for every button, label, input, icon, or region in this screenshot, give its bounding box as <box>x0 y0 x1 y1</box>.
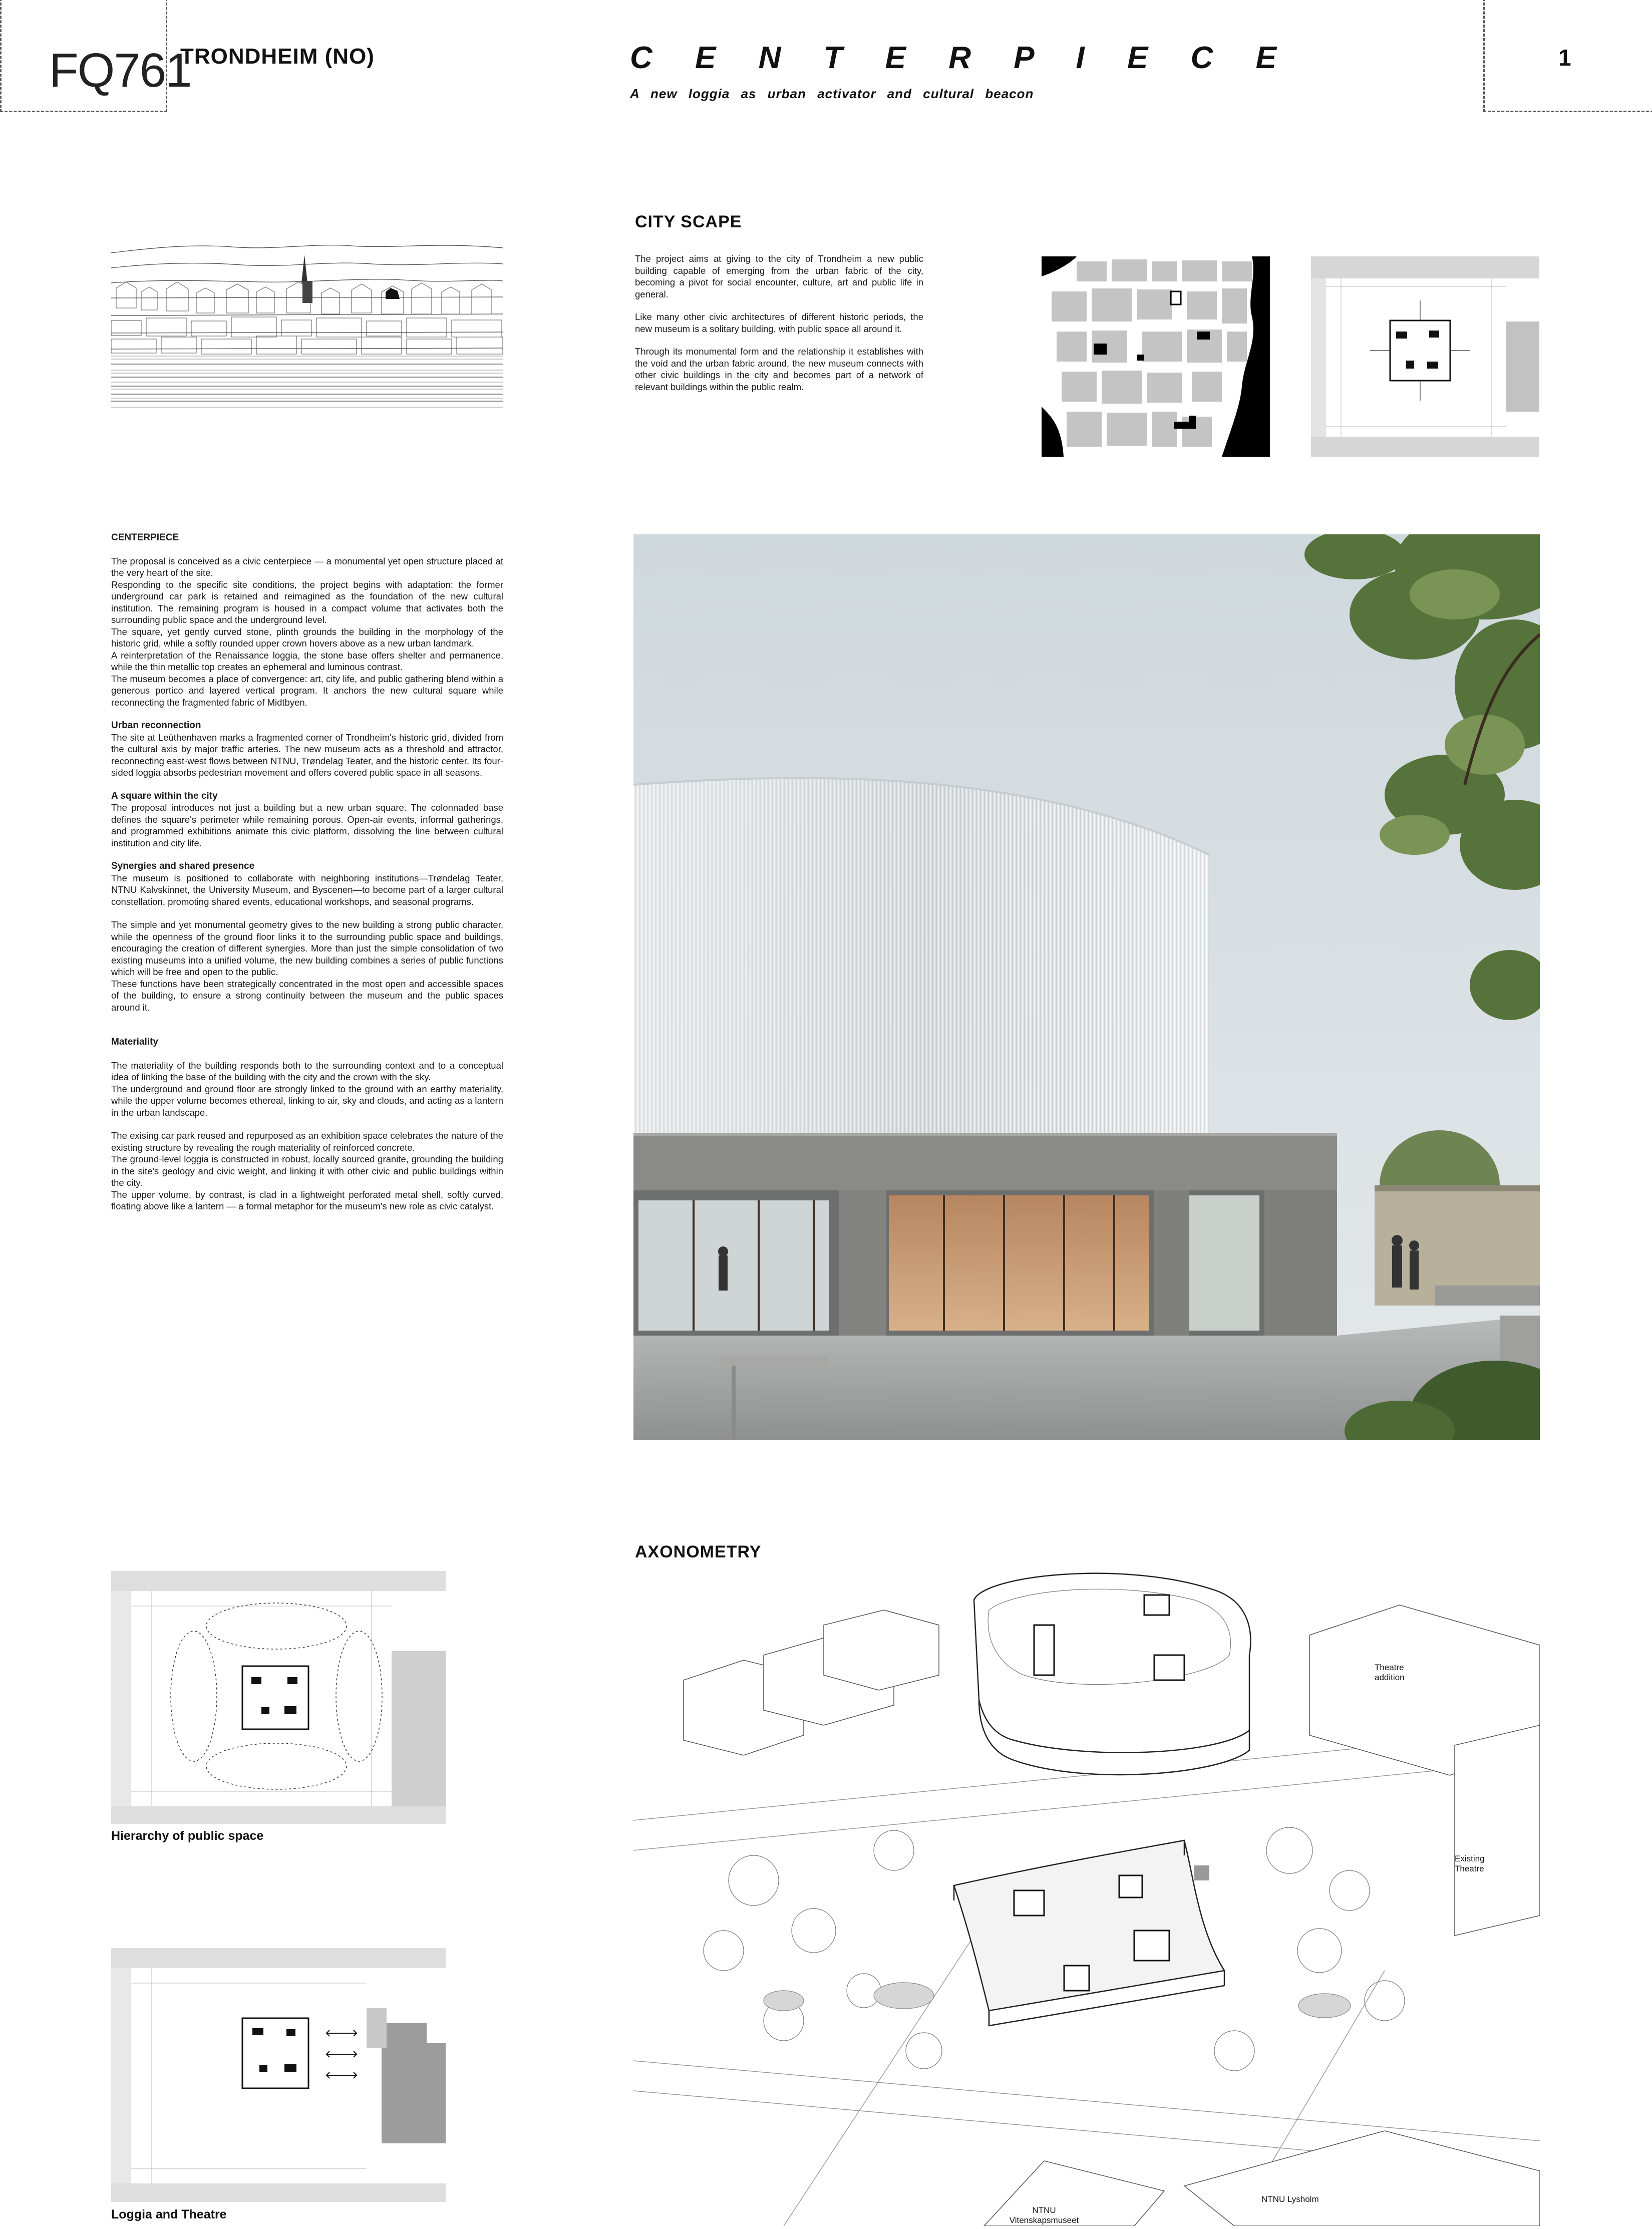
cityscape-paragraph: The project aims at giving to the city of Trondheim a new public building capable of emerging from the urban fabric of the city, becoming a pivot for social encounter, culture, art and public life in general. <box>635 253 923 299</box>
cityscape-text <box>635 253 923 404</box>
heading-synergies: Synergies and shared presence <box>111 861 255 871</box>
hierarchy-diagram <box>111 1571 446 1824</box>
intro-paragraph: Responding to the specific site conditions, the project begins with adaptation: the former underground car park is retained and reimagined as the foundation of the new cultural institution. The remaining program is housed in a compact volume that activates both the surrounding public space and the underground level. <box>111 579 503 625</box>
caption-loggia: Loggia and Theatre <box>111 2207 227 2221</box>
label-ntnu-lysholm: NTNU Lysholm <box>1261 2194 1319 2204</box>
heading-square: A square within the city <box>111 790 218 801</box>
city-label: TRONDHEIM (NO) <box>180 44 375 69</box>
axonometry-drawing <box>633 1570 1540 2226</box>
description-column <box>111 532 503 1212</box>
axonometry-title: AXONOMETRY <box>635 1542 762 1561</box>
materiality-paragraph: The exising car park reused and repurposed as an exhibition space celebrates the nature of the existing structure by revealing the rough materiality of reinforced concrete. <box>111 1130 503 1153</box>
materiality-paragraph: The materiality of the building responds both to the surrounding context and to a conceptual idea of linking the base of the building with the city and the crown with the sky. <box>111 1060 503 1082</box>
heading-urban-reconnection: Urban reconnection <box>111 720 201 731</box>
site-plan-small <box>1311 256 1539 457</box>
project-code: FQ761 <box>49 44 191 97</box>
synergy-paragraph: The museum is positioned to collaborate with neighboring institutions—Trøndelag Teater, NTNU Kalvskinnet, the University Museum, and Byscenen—to become part of a larger cultural constellation, promoting shared events, educational workshops, and seasonal programs. <box>111 872 503 907</box>
square-paragraph: The proposal introduces not just a building but a new urban square. The colonnaded base defines the square's perimeter while remaining porous. Open-air events, informal gatherings, and programmed exhibitions animate this civic platform, dissolving the line between cultural institution and city life. <box>111 802 503 848</box>
label-existing-theatre: Existing Theatre <box>1455 1854 1485 1873</box>
page-number: 1 <box>1558 45 1571 71</box>
project-subtitle: A new loggia as urban activator and cultural beacon <box>630 86 1034 101</box>
cityscape-paragraph: Through its monumental form and the relationship it establishes with the void and the urban fabric around, the new museum connects with other civic buildings in the city and becomes part of a network of relevant buildings within the public realm. <box>635 346 923 392</box>
materiality-paragraph: The upper volume, by contrast, is clad in a lightweight perforated metal shell, softly curved, floating above like a lantern — a formal metaphor for the museum's new role as civic catalyst. <box>111 1189 503 1211</box>
synergy-paragraph: These functions have been strategically concentrated in the most open and accessible spaces of the building, to ensure a strong continuity between the museum and the public spaces around it. <box>111 978 503 1013</box>
intro-paragraph: The museum becomes a place of convergence: art, city life, and public gathering blend within a generous portico and layered vertical program. It anchors the new cultural square while reconnecting the fragmented fabric of Midtbyen. <box>111 673 503 708</box>
intro-paragraph: The proposal is conceived as a civic centerpiece — a monumental yet open structure placed at the very heart of the site. <box>111 555 503 578</box>
project-title: C E N T E R P I E C E <box>630 41 1293 75</box>
intro-paragraph: The square, yet gently curved stone, plinth grounds the building in the morphology of the historic grid, while a softly rounded upper crown hovers above as a new urban landmark. <box>111 626 503 649</box>
materiality-paragraph: The underground and ground floor are strongly linked to the ground with an earthy materiality, while the upper volume becomes ethereal, linking to air, sky and clouds, and acting as a lantern in the urban landscape. <box>111 1083 503 1118</box>
label-ntnu-vitenskap: NTNU Vitenskapsmuseet <box>1009 2205 1079 2225</box>
heading-centerpiece: CENTERPIECE <box>111 532 179 543</box>
urban-paragraph: The site at Leüthenhaven marks a fragmented corner of Trondheim's historic grid, divided from the cultural axis by major traffic arteries. The new museum acts as a threshold and attractor, reconnecting east-west flows between NTNU, Trøndelag Teater, and the historic center. Its four-sided loggia absorbs pedestrian movement and offers covered public space in all seasons. <box>111 732 503 778</box>
synergy-paragraph: The simple and yet monumental geometry gives to the new building a strong public character, while the openness of the ground floor links it to the surrounding public space and buildings, encouraging the creation of different synergies. More than just the simple consolidation of two existing museums into a unified volume, the new building combines a series of public functions which will be free and open to the public. <box>111 919 503 977</box>
label-theatre-addition: Theatre addition <box>1375 1663 1405 1682</box>
caption-hierarchy: Hierarchy of public space <box>111 1829 264 1843</box>
cityscape-paragraph: Like many other civic architectures of different historic periods, the new museum is a solitary building, with public space all around it. <box>635 311 923 334</box>
cityscape-title: CITY SCAPE <box>635 212 742 231</box>
figure-ground-map <box>1042 256 1270 457</box>
materiality-paragraph: The ground-level loggia is constructed in robust, locally sourced granite, grounding the building in the site's geology and civic weight, and linking it with other civic and public buildings within the city. <box>111 1154 503 1188</box>
heading-materiality: Materiality <box>111 1037 158 1047</box>
loggia-theatre-diagram <box>111 1948 446 2202</box>
intro-paragraph: A reinterpretation of the Renaissance loggia, the stone base offers shelter and permanence, while the thin metallic top creates an ephemeral and luminous contrast. <box>111 650 503 672</box>
cityscape-sketch <box>111 233 503 452</box>
museum-render <box>633 534 1540 1440</box>
